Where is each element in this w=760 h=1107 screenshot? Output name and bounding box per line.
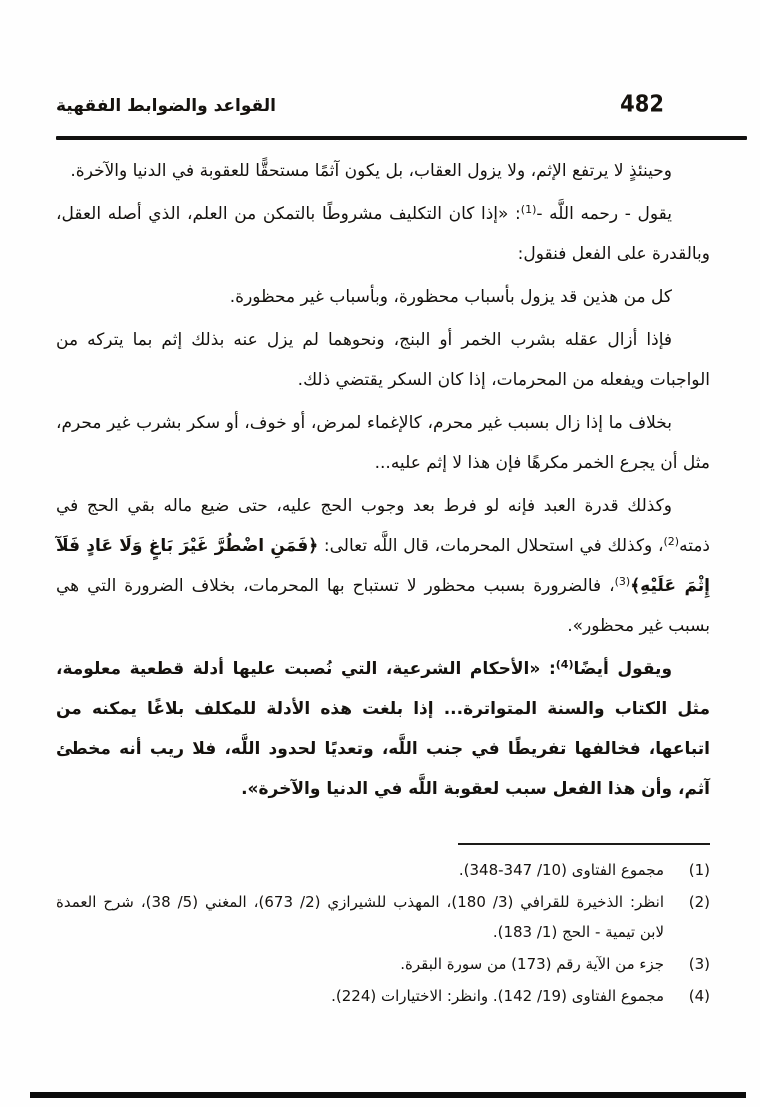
page-number: 482 — [620, 91, 664, 117]
footnote-text: جزء من الآية رقم (173) من سورة البقرة. — [400, 955, 664, 973]
footnote-separator — [458, 843, 710, 845]
footnotes-list — [56, 855, 710, 1011]
paragraph: ويقول أيضًا$^{(4)}$: «الأحكام الشرعية، التي نُصبت عليها أدلة قطعية معلومة، مثل الكتاب والسنة المتواترة... إذا بلغت هذه الأدلة للمكلف بلاغًا يمكنه من اتباعها، فخالفها تفريطًا في جنب اللَّه، وتعديًا لحدود اللَّه، فلا ريب أنه مخطئ آثم، وأن هذا الفعل سبب لعقوبة اللَّه في الدنيا والآخرة». — [56, 658, 710, 799]
body-text — [56, 151, 710, 812]
quran-verse: ﴿فَمَنِ اضْطُرَّ غَيْرَ بَاغٍ وَلَا عَادٍ فَلَآ إِثْمَ عَلَيْهِ﴾ — [56, 536, 710, 596]
footnote-text: مجموع الفتاوى (19/ 142). وانظر: الاختيارات (224). — [331, 987, 664, 1005]
bottom-rule — [30, 1092, 746, 1098]
footnote-item — [56, 855, 710, 885]
paragraph: فإذا أزال عقله بشرب الخمر أو البنج، ونحوهما لم يزل عنه بذلك إثم بما يتركه من الواجبات ويفعله من المحرمات، إذا كان السكر يقتضي ذلك. — [56, 330, 710, 390]
paragraph: بخلاف ما إذا زال بسبب غير محرم، كالإغماء لمرض، أو خوف، أو سكر بشرب غير محرم، مثل أن يجرع الخمر مكرهًا فإن هذا لا إثم عليه... — [56, 413, 710, 473]
paragraph: وحينئذٍ لا يرتفع الإثم، ولا يزول العقاب، بل يكون آثمًا مستحقًّا للعقوبة في الدنيا والآخرة. — [70, 161, 672, 181]
footnote-item — [56, 981, 710, 1011]
header-title: القواعد والضوابط الفقهية — [56, 96, 276, 116]
footnote-number: (3) — [688, 955, 710, 973]
paragraph: يقول - رحمه اللَّه -$^{(1)}$: «إذا كان التكليف مشروطًا بالتمكن من العلم، الذي أصله العقل، وبالقدرة على الفعل فنقول: — [56, 203, 710, 264]
footnote-number: (2) — [688, 893, 710, 911]
footnote-item — [56, 887, 710, 947]
footnote-text: انظر: الذخيرة للقرافي (3/ 180)، المهذب للشيرازي (2/ 673)، المغني (5/ 38)، شرح العمدة لابن تيمية - الحج (1/ 183). — [56, 893, 665, 941]
page-header — [56, 92, 664, 116]
paragraph: وكذلك قدرة العبد فإنه لو فرط بعد وجوب الحج عليه، حتى ضيع ماله بقي الحج في ذمته$^{(2)}$، وكذلك في استحلال المحرمات، قال اللَّه تعالى: ﴿فَمَنِ اضْطُرَّ غَيْرَ بَاغٍ وَلَا عَادٍ فَلَآ إِثْمَ عَلَيْهِ﴾$^{(3)}$، فالضرورة بسبب محظور لا تستباح بها المحرمات، بخلاف الضرورة التي هي بسبب غير محظور». — [56, 496, 710, 636]
footnotes-section — [56, 843, 710, 1013]
footnote-marker: (4) — [555, 658, 574, 671]
footnote-text: مجموع الفتاوى (10/ 347-348). — [458, 861, 664, 879]
paragraph: كل من هذين قد يزول بأسباب محظورة، وبأسباب غير محظورة. — [229, 287, 672, 307]
header-rule — [56, 136, 747, 140]
footnote-marker: (2) — [663, 535, 680, 548]
footnote-marker: (3) — [614, 575, 631, 588]
footnote-number: (4) — [688, 987, 710, 1005]
footnote-number: (1) — [688, 861, 710, 879]
footnote-item — [56, 949, 710, 979]
footnote-marker: (1) — [520, 203, 537, 216]
